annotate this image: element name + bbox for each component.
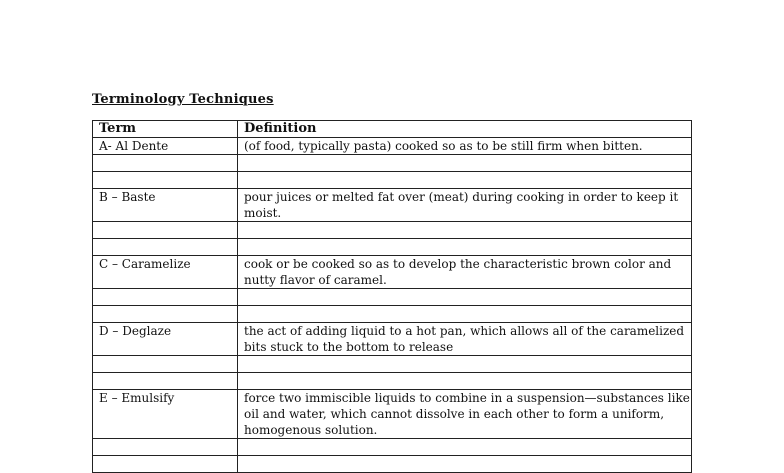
blank-row <box>93 439 692 456</box>
definition-cell: the act of adding liquid to a hot pan, which allows all of the caramelized bits stuck to the bottom to release <box>238 323 692 356</box>
definition-cell: cook or be cooked so as to develop the characteristic brown color and nutty flavor of caramel. <box>238 256 692 289</box>
definition-cell: (of food, typically pasta) cooked so as to be still firm when bitten. <box>238 138 692 155</box>
term-cell: D – Deglaze <box>93 323 238 356</box>
blank-row <box>93 356 692 373</box>
blank-row <box>93 155 692 172</box>
definition-column-header: Definition <box>238 121 692 138</box>
term-cell: E – Emulsify <box>93 390 238 439</box>
term-cell: A- Al Dente <box>93 138 238 155</box>
definition-cell: pour juices or melted fat over (meat) during cooking in order to keep it moist. <box>238 189 692 222</box>
blank-row <box>93 239 692 256</box>
table-row <box>93 256 692 289</box>
table-row <box>93 390 692 439</box>
term-cell: B – Baste <box>93 189 238 222</box>
table-header-row <box>93 121 692 138</box>
blank-row <box>93 373 692 390</box>
table-row <box>93 323 692 356</box>
blank-row <box>93 456 692 473</box>
blank-row <box>93 289 692 306</box>
term-cell: C – Caramelize <box>93 256 238 289</box>
table-row <box>93 138 692 155</box>
blank-row <box>93 222 692 239</box>
definition-cell: force two immiscible liquids to combine in a suspension—substances like oil and water, which cannot dissolve in each other to form a uniform, homogenous solution. <box>238 390 692 439</box>
term-column-header: Term <box>93 121 238 138</box>
table-row <box>93 189 692 222</box>
page-title: Terminology Techniques <box>92 92 274 107</box>
blank-row <box>93 306 692 323</box>
terminology-table <box>92 120 692 473</box>
blank-row <box>93 172 692 189</box>
